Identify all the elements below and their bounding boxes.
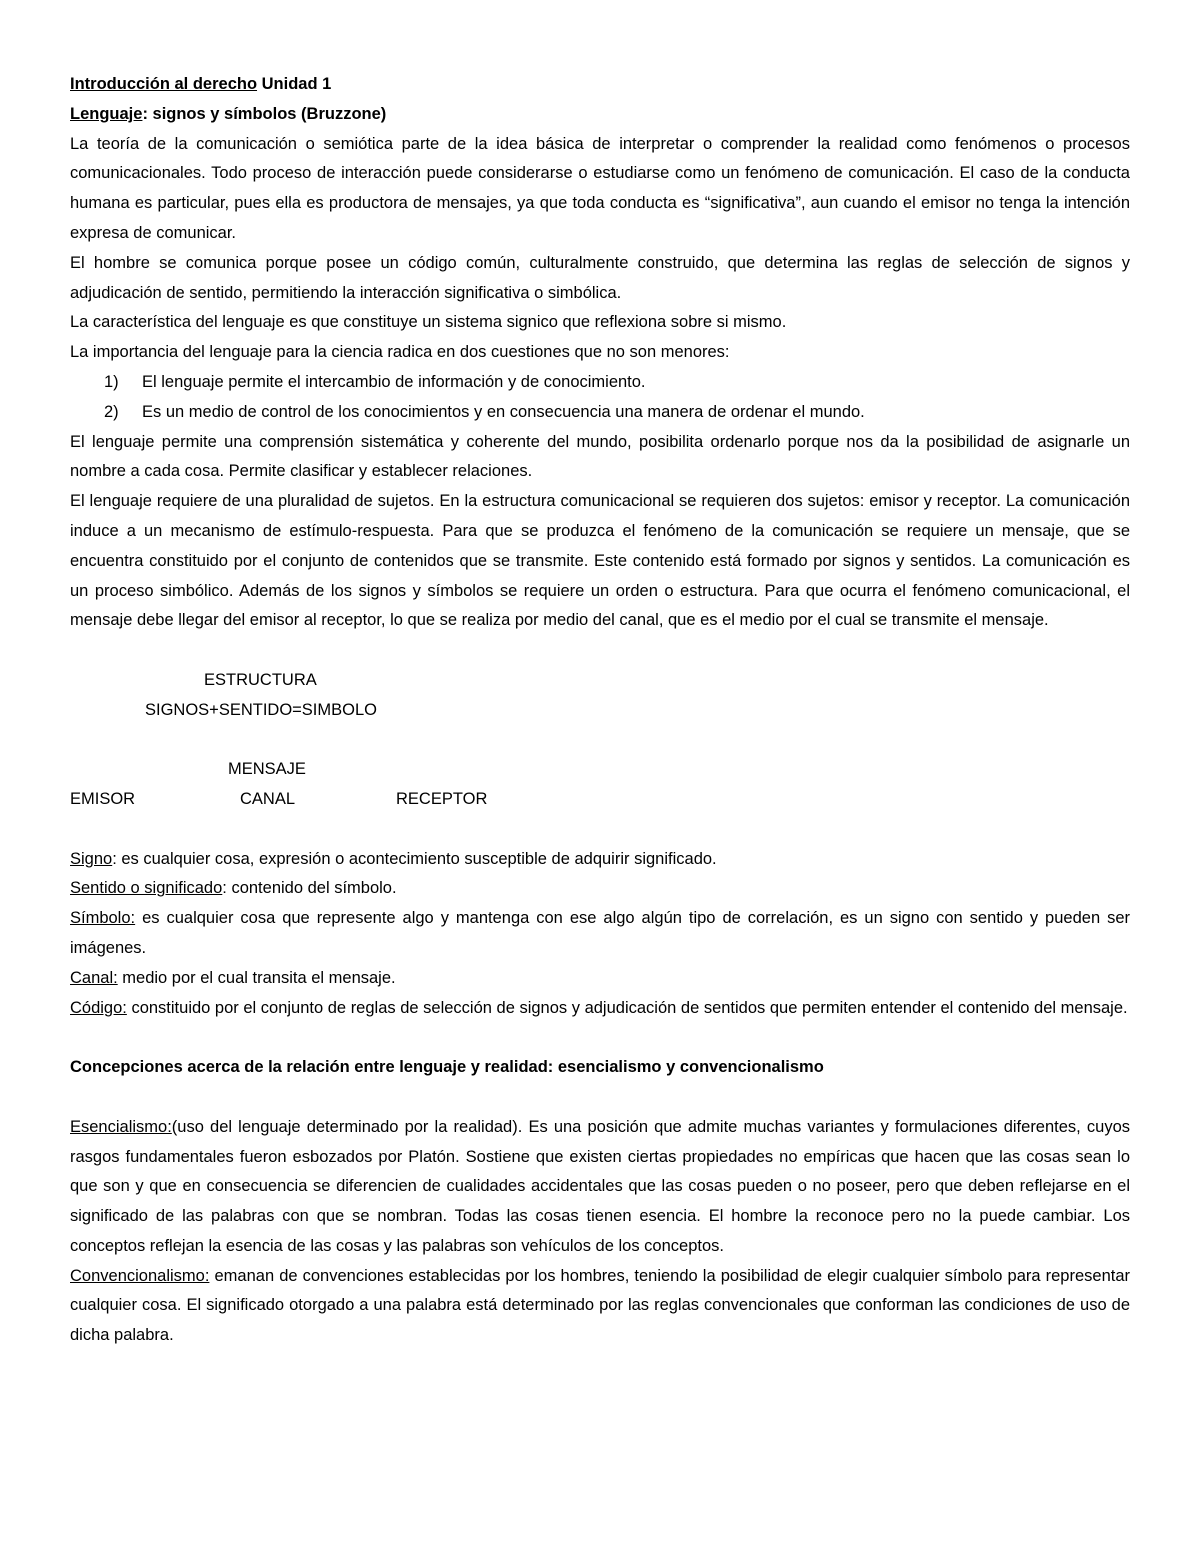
diagram-mensaje: MENSAJE	[228, 760, 306, 779]
esencialismo-paragraph	[70, 1113, 1130, 1262]
spacer	[70, 1083, 1130, 1113]
definition-simbolo	[70, 904, 1130, 964]
list-item-text: Es un medio de control de los conocimientos y en consecuencia una manera de ordenar el mundo.	[142, 402, 865, 421]
esencialismo-term: Esencialismo:	[70, 1117, 172, 1136]
convencionalismo-text: emanan de convenciones establecidas por los hombres, teniendo la posibilidad de elegir cualquier símbolo para representar cualquier cosa. El significado otorgado a una palabra está determinado por las reglas convencionales que conforman las condiciones de uso de dicha palabra.	[70, 1266, 1130, 1345]
definition-text: constituido por el conjunto de reglas de selección de signos y adjudicación de sentidos que permiten entender el contenido del mensaje.	[126, 998, 1128, 1017]
intro-paragraph-3: La característica del lenguaje es que constituye un sistema signico que reflexiona sobre si mismo.	[70, 313, 787, 332]
list-item-number: 1)	[104, 372, 119, 391]
convencionalismo-paragraph	[70, 1262, 1130, 1351]
definition-signo	[70, 845, 1130, 875]
definition-text: : contenido del símbolo.	[222, 879, 397, 898]
definition-text: es cualquier cosa que represente algo y mantenga con ese algo algún tipo de correlación, es un signo con sentido y pueden ser imágenes.	[70, 909, 1130, 957]
subtitle-term: Lenguaje	[70, 104, 143, 123]
list-item-number: 2)	[104, 402, 119, 421]
definition-term: Sentido o significado	[70, 879, 223, 898]
definition-text: medio por el cual transita el mensaje.	[117, 968, 396, 987]
intro-paragraph-4: La importancia del lenguaje para la ciencia radica en dos cuestiones que no son menores:	[70, 343, 730, 362]
definition-canal	[70, 964, 1130, 994]
body-paragraph-1: El lenguaje permite una comprensión sistemática y coherente del mundo, posibilita ordenarlo porque nos da la posibilidad de asignarle un nombre a cada cosa. Permite clasificar y establecer relaciones.	[70, 432, 1130, 481]
diagram-receptor: RECEPTOR	[396, 790, 488, 809]
list-item-text: El lenguaje permite el intercambio de información y de conocimiento.	[142, 372, 646, 391]
spacer	[70, 785, 1130, 845]
body-paragraph-2: El lenguaje requiere de una pluralidad de sujetos. En la estructura comunicacional se requieren dos sujetos: emisor y receptor. La comunicación induce a un mecanismo de estímulo-respuesta. Para que se produzca el fenómeno de la comunicación se requiere un mensaje, que se encuentra constituido por el conjunto de contenidos que se transmite. Este contenido está formado por signos y sentidos. La comunicación es un proceso simbólico. Además de los signos y símbolos se requiere un orden o estructura. Para que ocurra el fenómeno comunicacional, el mensaje debe llegar del emisor al receptor, lo que se realiza por medio del canal, que es el medio por el cual se transmite el mensaje.	[70, 492, 1130, 630]
list-item	[70, 368, 1130, 398]
document-subtitle	[70, 100, 1130, 130]
diagram-emisor: EMISOR	[70, 790, 136, 809]
subtitle-rest: : signos y símbolos (Bruzzone)	[142, 104, 387, 123]
diagram-canal: CANAL	[240, 790, 296, 809]
diagram-formula: SIGNOS+SENTIDO=SIMBOLO	[145, 700, 377, 719]
esencialismo-text: (uso del lenguaje determinado por la realidad). Es una posición que admite muchas variantes y formulaciones diferentes, cuyos rasgos fundamentales fueron esbozados por Platón. Sostiene que existen ciertas propiedades no empíricas que hacen que las cosas sean lo que son y que en consecuencia se diferencien de cualidades accidentales que las cosas pueden o no poseer, pero que deben reflejarse en el significado de las palabras con que se nombran. Todas las cosas tienen esencia. El hombre la reconoce pero no la puede cambiar. Los conceptos reflejan la esencia de las cosas y las palabras son vehículos de los conceptos.	[70, 1117, 1130, 1255]
numbered-list	[70, 368, 1130, 428]
intro-paragraph-1: La teoría de la comunicación o semiótica parte de la idea básica de interpretar o comprender la realidad como fenómenos o procesos comunicacionales. Todo proceso de interacción puede considerarse o estudiarse como un fenómeno de comunicación. El caso de la conducta humana es particular, pues ella es productora de mensajes, ya que toda conducta es “significativa”, aun cuando el emisor no tenga la intención expresa de comunicar.	[70, 134, 1130, 242]
communication-diagram	[70, 666, 1130, 809]
document-page	[70, 70, 1130, 1351]
title-unit: Unidad 1	[257, 75, 332, 93]
spacer	[70, 1023, 1130, 1053]
definition-term: Código:	[70, 998, 127, 1017]
list-item	[70, 398, 1130, 428]
definition-text: : es cualquier cosa, expresión o acontecimiento susceptible de adquirir significado.	[112, 849, 717, 868]
section-heading: Concepciones acerca de la relación entre lenguaje y realidad: esencialismo y convencionalismo	[70, 1058, 824, 1077]
title-course: Introducción al derecho	[70, 75, 258, 93]
definition-term: Símbolo:	[70, 909, 136, 928]
definition-codigo	[70, 994, 1130, 1024]
definition-term: Signo	[70, 849, 113, 868]
document-title	[70, 70, 1130, 100]
intro-paragraph-2: El hombre se comunica porque posee un código común, culturalmente construido, que determina las reglas de selección de signos y adjudicación de sentido, permitiendo la interacción significativa o simbólica.	[70, 253, 1130, 302]
definition-sentido	[70, 874, 1130, 904]
diagram-estructura: ESTRUCTURA	[204, 670, 317, 689]
convencionalismo-term: Convencionalismo:	[70, 1266, 210, 1285]
definition-term: Canal:	[70, 968, 118, 987]
